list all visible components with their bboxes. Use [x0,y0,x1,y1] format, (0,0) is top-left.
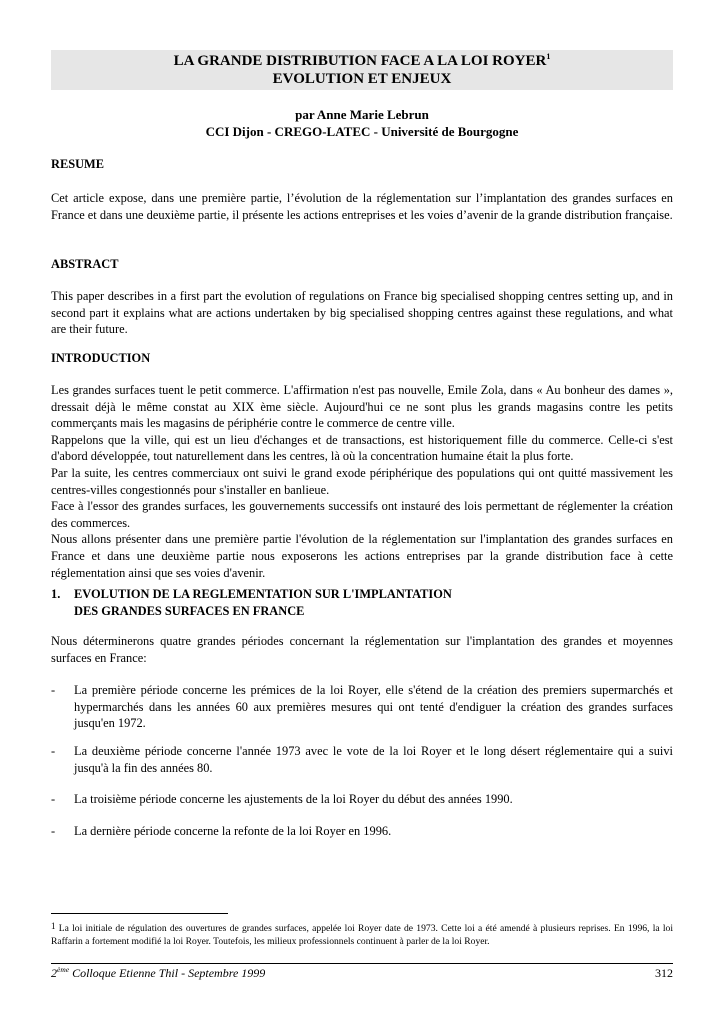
page-number: 312 [655,966,673,980]
list-item-text: La dernière période concerne la refonte de la loi Royer en 1996. [74,824,392,838]
author-byline: par Anne Marie Lebrun [295,107,429,122]
footer-ordinal: 2 [51,966,57,980]
author-block [51,106,673,140]
introduction-paragraph: Face à l'essor des grandes surfaces, les gouvernements successifs ont instauré des lois permettant de réglementer la création des commerces. [51,499,673,530]
bullet-marker: - [51,792,56,806]
footnote-divider [51,913,228,914]
title-block [51,50,673,90]
section-1-title-line-2: DES GRANDES SURFACES EN FRANCE [74,603,305,618]
introduction-paragraph: Rappelons que la ville, qui est un lieu d'échanges et de transactions, est historiquement fille du commerce. Celle-ci s'est d'abord développée, tout naturellement dans les centres, là où la concentration humaine était la plus forte. [51,432,673,464]
title-line-2: EVOLUTION ET ENJEUX [272,71,452,87]
bullet-marker: - [51,744,56,758]
resume-heading: RESUME [51,157,105,171]
resume-text: Cet article expose, dans une première partie, l’évolution de la réglementation sur l’implantation des grandes surfaces en France et dans une deuxième partie, il présente les actions entreprises et les voies d’avenir de la grande distribution française. [51,191,673,222]
title-footnote-marker: 1 [546,52,551,61]
author-affiliation: CCI Dijon - CREGO-LATEC - Université de Bourgogne [205,124,519,139]
footnote [51,920,673,948]
abstract-text: This paper describes in a first part the evolution of regulations on France big specialised shopping centres setting up, and in second part it explains what are actions undertaken by big specialised shopping centres against these regulations, and what are their future. [51,289,673,337]
list-item [51,791,673,808]
list-item [51,823,673,840]
introduction-heading: INTRODUCTION [51,351,151,365]
introduction-paragraph: Par la suite, les centres commerciaux ont suivi le grand exode périphérique des populations qui ont quitté massivement les centres-villes congestionnés pour s'installer en banlieue. [51,465,673,497]
footer-ordinal-suffix: ème [57,965,70,974]
bullet-marker: - [51,824,56,838]
list-item-text: La troisième période concerne les ajustements de la loi Royer du début des années 1990. [74,792,513,806]
introduction-paragraph: Nous allons présenter dans une première partie l'évolution de la réglementation sur l'implantation des grandes surfaces en France et dans une deuxième partie nous exposerons les actions entreprises par la grande distribution face à cette réglementation ainsi que ses voies d'avenir. [51,532,673,580]
list-item [51,743,673,776]
title-line-1 [51,52,673,70]
footnote-marker: 1 [51,921,56,931]
title-text: LA GRANDE DISTRIBUTION FACE A LA LOI ROYER [173,53,547,69]
section-number: 1. [51,587,61,601]
footer-conference [51,965,265,982]
bullet-marker: - [51,683,56,697]
section-1-intro: Nous déterminerons quatre grandes périodes concernant la réglementation sur l'implantation des grandes et moyennes surfaces en France: [51,634,673,665]
list-item-text: La deuxième période concerne l'année 1973 avec le vote de la loi Royer et le long désert réglementaire qui a suivi jusqu'à la fin des années 80. [74,744,673,775]
abstract-heading: ABSTRACT [51,257,119,271]
footnote-text: La loi initiale de régulation des ouvertures de grandes surfaces, appelée loi Royer date de 1973. Cette loi a été amendé à plusieurs reprises. En 1996, la loi Raffarin a fortement modifié la loi Royer. Toutefois, les milieux professionnels continuent à parler de la loi Royer. [51,923,673,947]
footer-conference-text: Colloque Etienne Thil - Septembre 1999 [72,966,266,980]
section-1-title-text: EVOLUTION DE LA REGLEMENTATION SUR L'IMPLANTATION [74,587,452,601]
section-1-heading [51,586,452,619]
introduction-paragraph: Les grandes surfaces tuent le petit commerce. L'affirmation n'est pas nouvelle, Emile Zola, dans « Au bonheur des dames », dressait déjà le même constat au XIX ème siècle. Aujourd'hui ce ne sont plus les grands magasins contre les petits commerçants mais les magasins de périphérie contre le commerce de centre ville. [51,383,673,431]
introduction-body [51,382,673,581]
section-1-title-line-1 [51,586,452,603]
list-item-text: La première période concerne les prémices de la loi Royer, elle s'étend de la création des premiers supermarchés et hypermarchés dans les années 60 aux premières mesures qui ont tenté d'endiguer la création des grandes surfaces jusqu'en 1972. [74,683,673,731]
footer-divider [51,963,673,964]
list-item [51,682,673,732]
